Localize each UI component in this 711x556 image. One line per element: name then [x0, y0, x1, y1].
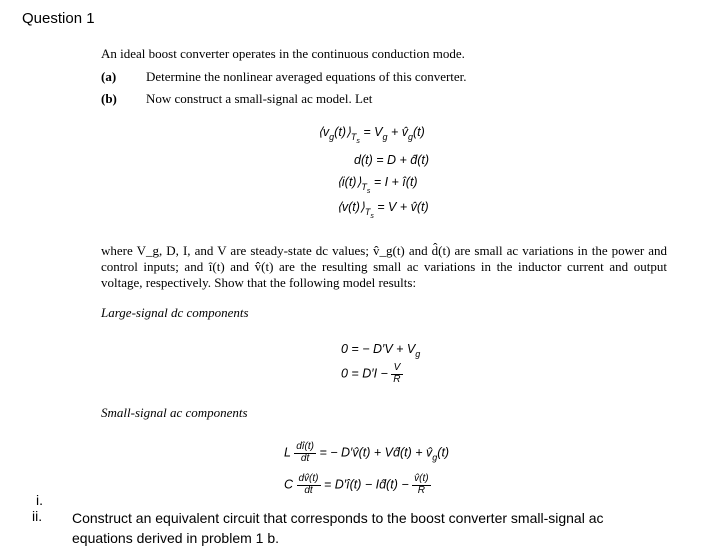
large-signal-eq-2: 0 = D′I − $\frac{V}{R}$	[341, 362, 401, 385]
part-b-text: Now construct a small-signal ac model. Let	[146, 91, 373, 106]
where-paragraph: where V_g, D, I, and V are steady-state dc values; v̂_g(t) and d̂(t) are small ac variations in the power and control inputs; and î(t) and v̂(t) are the resulting small ac variations in the inductor current and output voltage, respectively. Show that the following model results:	[101, 243, 667, 290]
part-ii-text: Construct an equivalent circuit that corresponds to the boost converter small-signal ac equations derived in problem 1 b.	[72, 510, 604, 546]
small-signal-eq-2: C $\frac{dv̂(t)}{dt}$ = D′î(t) − Id̂(t) − $\frac{v̂(t)}{R}$	[284, 473, 429, 496]
question-title: Question 1	[22, 10, 95, 27]
large-signal-eq-1: 0 = − $D'V + V_g$	[341, 342, 421, 359]
definition-v: $⟨v(t)⟩_{T_s} = V$ + v̂(t)	[337, 200, 429, 220]
small-signal-eq-1: L $\frac{dî(t)}{dt}$ = − D′v̂(t) + Vd̂(t) + $v̂_g(t)$	[284, 441, 450, 464]
problem-intro: An ideal boost converter operates in the continuous conduction mode.	[101, 46, 465, 61]
part-a-text: Determine the nonlinear averaged equations of this converter.	[146, 69, 467, 84]
definition-d: d(t) = D + d̂(t)	[354, 153, 430, 167]
definition-vg: $⟨v_g(t)⟩_{T_s} = V_g$ + $v̂_g(t)$	[318, 125, 425, 145]
definition-i: $⟨i(t)⟩_{T_s} = I$ + î(t)	[337, 175, 418, 195]
part-a-label: (a)	[101, 69, 117, 84]
list-marker-ii: ii.	[32, 508, 43, 524]
list-marker-i: i.	[36, 492, 43, 508]
part-b-label: (b)	[101, 91, 117, 106]
large-signal-heading: Large-signal dc components	[101, 305, 249, 320]
small-signal-heading: Small-signal ac components	[101, 405, 248, 420]
